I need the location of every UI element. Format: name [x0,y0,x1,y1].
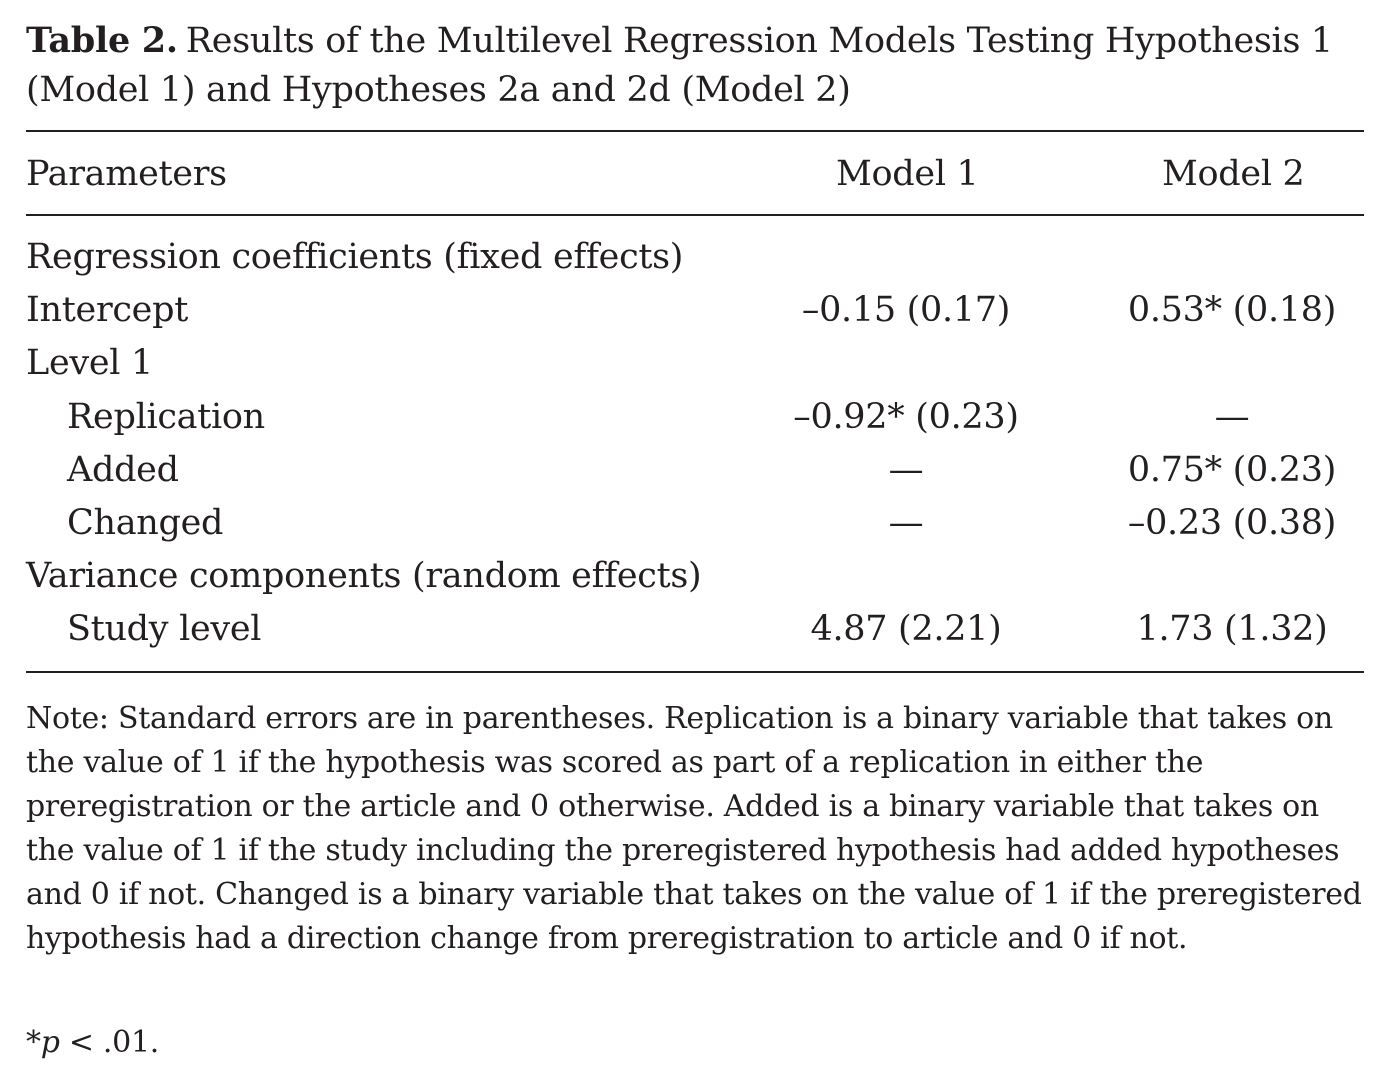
header-model-2: Model 2 [1162,154,1305,194]
header-parameters: Parameters [26,154,227,194]
row-label: Added [67,449,179,490]
row-label: Intercept [26,290,188,331]
row-model-2-value: 1.73 (1.32) [1136,609,1328,650]
table-body [26,231,1364,657]
table-row [26,231,1364,284]
table-label: Table 2. [26,20,178,61]
row-label: Variance components (random effects) [26,556,702,597]
footnote-threshold: < .01. [59,1025,159,1060]
table-container [26,16,1364,1060]
row-label: Level 1 [26,343,153,384]
table-row [26,444,1364,497]
row-model-1-value: –0.92* (0.23) [793,396,1019,437]
row-model-2-value: 0.53* (0.18) [1127,290,1337,331]
table-row [26,497,1364,550]
row-model-1-value: 4.87 (2.21) [810,609,1002,650]
table-row [26,603,1364,656]
table-row [26,337,1364,390]
table-title: Results of the Multilevel Regression Models Testing Hypothesis 1 (Model 1) and Hypotheses 2a and 2d (Model 2) [26,21,1333,110]
bottom-rule [26,671,1364,673]
row-model-2-value: — [1214,396,1250,437]
table-row [26,391,1364,444]
table-header-row [26,152,1364,196]
table-caption [26,16,1364,115]
row-label: Changed [67,502,224,543]
footnote-star: * [26,1025,41,1060]
significance-footnote [26,1021,159,1065]
row-label: Regression coefficients (fixed effects) [26,237,684,277]
table-row [26,550,1364,603]
row-label: Study level [67,609,262,650]
row-model-1-value: –0.15 (0.17) [801,290,1011,331]
row-model-1-value: — [888,502,924,543]
header-rule [26,214,1364,216]
table-row [26,284,1364,337]
top-rule [26,130,1364,132]
row-model-2-value: –0.23 (0.38) [1127,502,1337,543]
row-model-2-value: 0.75* (0.23) [1127,449,1337,490]
header-model-1: Model 1 [836,154,979,194]
row-label: Replication [67,396,265,437]
row-model-1-value: — [888,449,924,490]
table-note: Note: Standard errors are in parentheses. Replication is a binary variable that takes on the value of 1 if the hypothesis was scored as part of a replication in either the preregistration or the article and 0 otherwise. Added is a binary variable that takes on the value of 1 if the study including the preregistered hypothesis had added hypotheses and 0 if not. Changed is a binary variable that takes on the value of 1 if the preregistered hypothesis had a direction change from preregistration to article and 0 if not. [26,701,1362,956]
footnote-p: p [40,1025,60,1060]
